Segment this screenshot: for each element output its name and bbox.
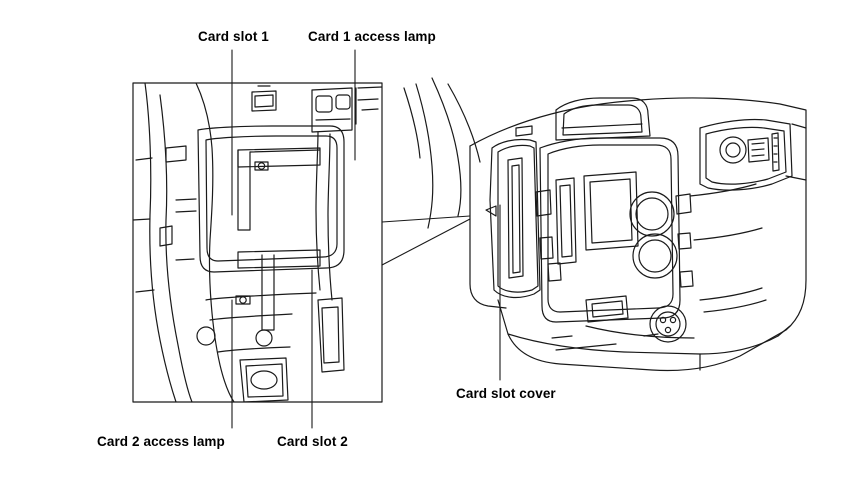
detail-view-contents xyxy=(133,83,382,402)
label-card-1-access: Card 1 access lamp xyxy=(308,29,436,44)
callout-connectors xyxy=(382,216,470,265)
label-card-slot-2: Card slot 2 xyxy=(277,434,348,449)
label-card-slot-1: Card slot 1 xyxy=(198,29,269,44)
label-card-slot-cover: Card slot cover xyxy=(456,386,556,401)
label-card-2-access: Card 2 access lamp xyxy=(97,434,225,449)
camcorder-body xyxy=(404,78,806,370)
